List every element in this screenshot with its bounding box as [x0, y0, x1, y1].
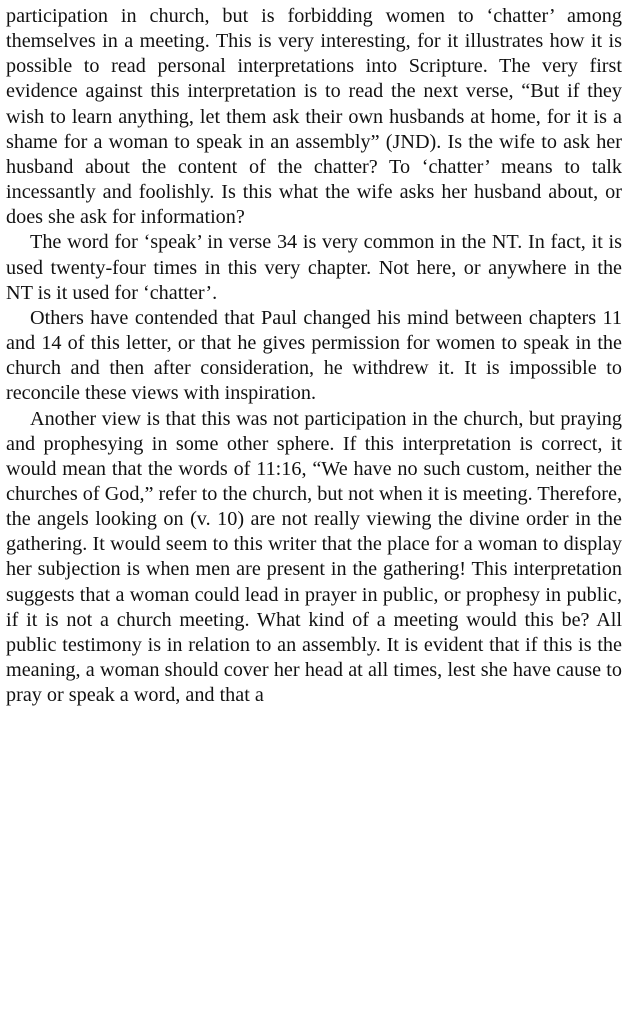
document-page	[6, 4, 622, 708]
paragraph-continuation: participation in church, but is forbidding women to ‘chatter’ among themselves in a meeting. This is very interesting, for it illustrates how it is possible to read personal interpretations into Scripture. The very first evidence against this interpretation is to read the next verse, “But if they wish to learn anything, let them ask their own husbands at home, for it is a shame for a woman to speak in an assembly” (JND). Is the wife to ask her husband about the content of the chatter? To ‘chatter’ means to talk incessantly and foolishly. Is this what the wife asks her husband about, or does she ask for information?	[6, 5, 622, 229]
paragraph-speak-in-verse-34: The word for ‘speak’ in verse 34 is very common in the NT. In fact, it is used twenty-four times in this very chapter. Not here, or anywhere in the NT is it used for ‘chatter’.	[6, 231, 622, 304]
paragraph-another-view: Another view is that this was not participation in the church, but praying and prophesying in some other sphere. If this interpretation is correct, it would mean that the words of 11:16, “We have no such custom, neither the churches of God,” refer to the church, but not when it is meeting. Therefore, the angels looking on (v. 10) are not really viewing the divine order in the gathering. It would seem to this writer that the place for a woman to display her subjection is when men are present in the gathering! This interpretation suggests that a woman could lead in prayer in public, or prophesy in public, if it is not a church meeting. What kind of a meeting would this be? All public testimony is in relation to an assembly. It is evident that if this is the meaning, a woman should cover her head at all times, lest she have cause to pray or speak a word, and that a	[6, 407, 622, 707]
paragraph-paul-changed-mind: Others have contended that Paul changed his mind between chapters 11 and 14 of this letter, or that he gives permission for women to speak in the church and then after consideration, he withdrew it. It is impossible to reconcile these views with inspiration.	[6, 306, 622, 405]
